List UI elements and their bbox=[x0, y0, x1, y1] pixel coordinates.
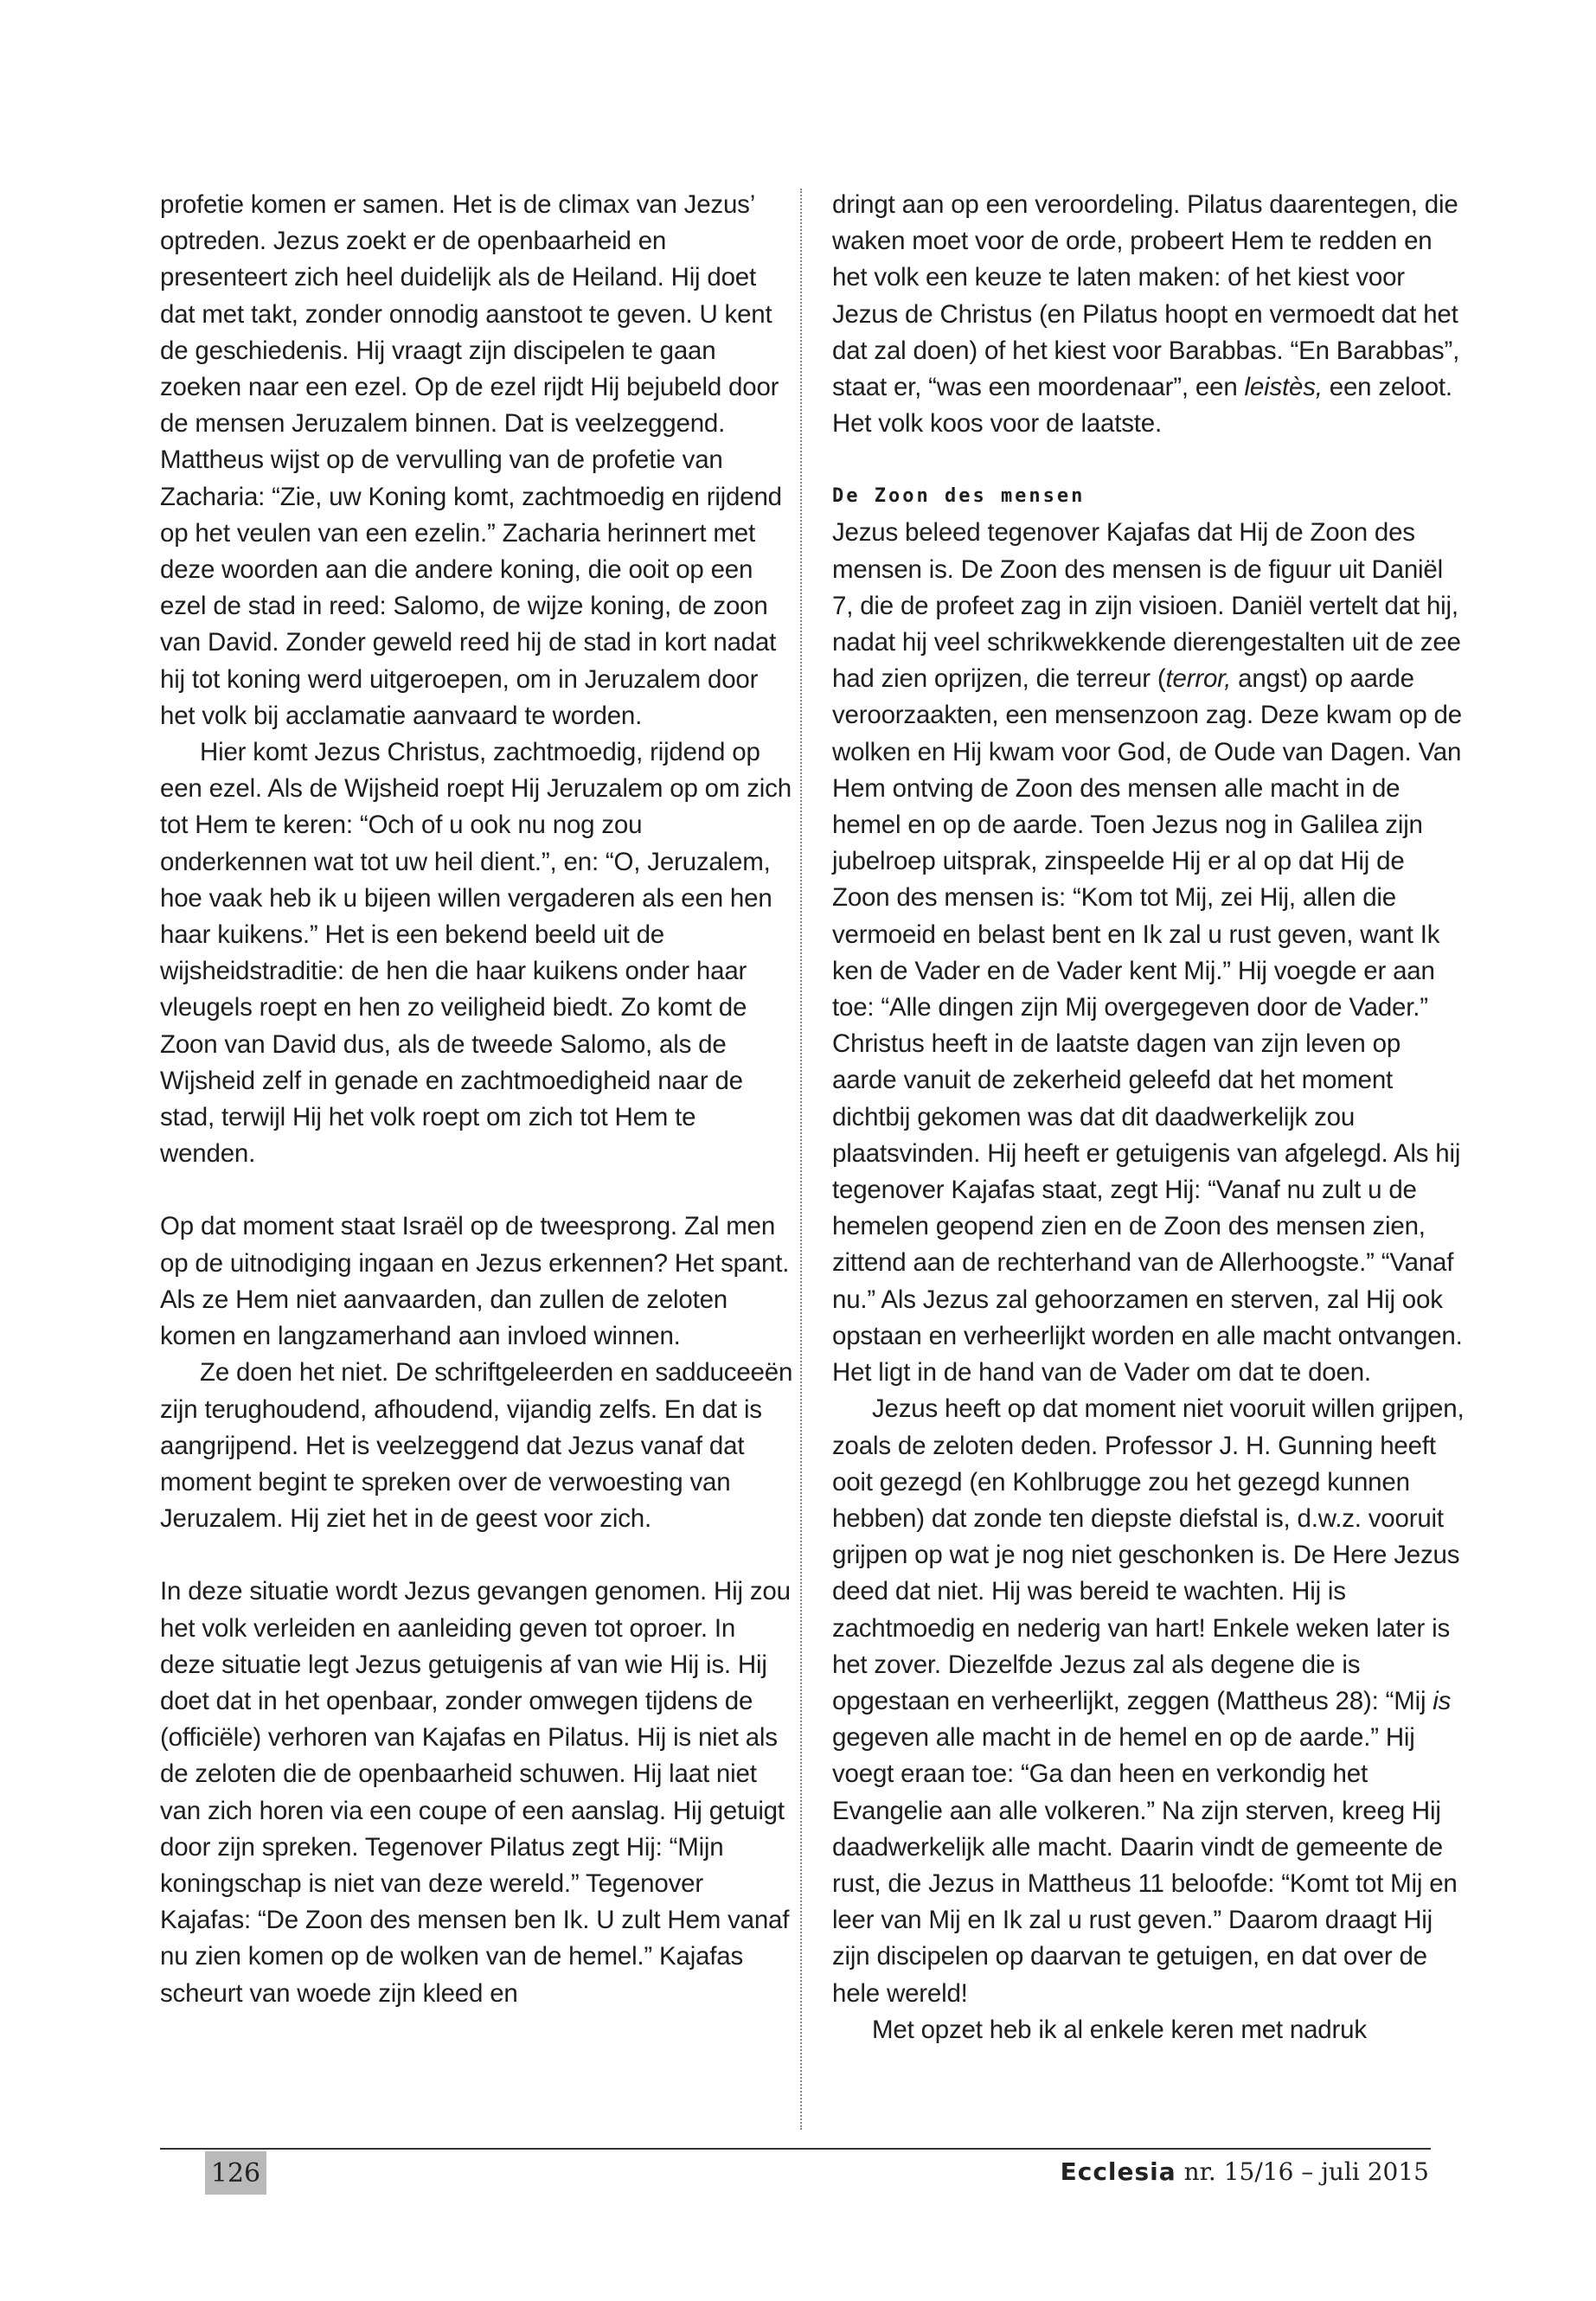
paragraph bbox=[832, 187, 1465, 442]
paragraph bbox=[832, 515, 1465, 1391]
column-divider bbox=[800, 189, 802, 2130]
paragraph: profetie komen er samen. Het is de climax van Jezus’ optreden. Jezus zoekt er de openbaarheid en presenteert zich heel duidelijk als de Heiland. Hij doet dat met takt, zonder onnodig aanstoot te geven. U kent de geschiedenis. Hij vraagt zijn discipelen te gaan zoeken naar een ezel. Op de ezel rijdt Hij bejubeld door de mensen Jeruzalem binnen. Dat is veelzeggend. Mattheus wijst op de vervulling van de profetie van Zacharia: “Zie, uw Koning komt, zachtmoedig en rijdend op het veulen van een ezelin.” Zacharia herinnert met deze woorden aan die andere koning, die ooit op een ezel de stad in reed: Salomo, de wijze koning, de zoon van David. Zonder geweld reed hij de stad in kort nadat hij tot koning werd uitgeroepen, om in Jeruzalem door het volk bij acclamatie aanvaard te worden. bbox=[160, 190, 782, 730]
italic-term: leistès, bbox=[1244, 373, 1323, 402]
publication-name: Ecclesia bbox=[1060, 2157, 1176, 2186]
left-column bbox=[160, 187, 793, 2012]
text-run: een zeloot. Het volk koos voor de laatste. bbox=[832, 373, 1452, 439]
paragraph: Op dat moment staat Israël op de tweesprong. Zal men op de uitnodiging ingaan en Jezus erkennen? Het spant. Als ze Hem niet aanvaarden, dan zullen de zeloten komen en langzamerhand aan invloed winnen. bbox=[160, 1212, 790, 1351]
footer-rule bbox=[160, 2148, 1431, 2150]
publication-info bbox=[1061, 2157, 1429, 2186]
text-run: Jezus beleed tegenover Kajafas dat Hij de Zoon des mensen is. De Zoon des mensen is de figuur uit Daniël 7, die de profeet zag in zijn visioen. Daniël vertelt dat hij, nadat hij veel schrikwekkende dierengestalten uit de zee had zien oprijzen, die terreur ( bbox=[832, 518, 1461, 694]
paragraph: In deze situatie wordt Jezus gevangen genomen. Hij zou het volk verleiden en aanleiding geven tot oproer. In deze situatie legt Jezus getuigenis af van wie Hij is. Hij doet dat in het openbaar, zonder omwegen tijdens de (officiële) verhoren van Kajafas en Pilatus. Hij is niet als de zeloten die de openbaarheid schuwen. Hij laat niet van zich horen via een coupe of een aanslag. Hij getuigt door zijn spreken. Tegenover Pilatus zegt Hij: “Mijn koningschap is niet van deze wereld.” Tegenover Kajafas: “De Zoon des mensen ben Ik. U zult Hem vanaf nu zien komen op de wolken van de hemel.” Kajafas scheurt van woede zijn kleed en bbox=[160, 1577, 791, 2008]
text-run: Jezus heeft op dat moment niet vooruit willen grijpen, zoals de zeloten deden. Professor J. H. Gunning heeft ooit gezegd (en Kohlbrugge zou het gezegd kunnen hebben) dat zonde ten diepste diefstal is, d.w.z. vooruit grijpen op wat je nog niet geschonken is. De Here Jezus deed dat niet. Hij was bereid te wachten. Hij is zachtmoedig en nederig van hart! Enkele weken later is het zover. Diezelfde Jezus zal als degene die is opgestaan en verheerlijkt, zeggen (Mattheus 28): “Mij bbox=[832, 1394, 1465, 1715]
right-column bbox=[832, 187, 1465, 2048]
issue-info: nr. 15/16 – juli 2015 bbox=[1176, 2157, 1429, 2186]
section-heading: De Zoon des mensen bbox=[832, 485, 1086, 508]
paragraph: Met opzet heb ik al enkele keren met nadruk bbox=[872, 2015, 1367, 2044]
paragraph: Ze doen het niet. De schriftgeleerden en sadduceeën zijn terughoudend, afhoudend, vijandig zelfs. En dat is aangrijpend. Het is veelzeggend dat Jezus vanaf dat moment begint te spreken over de verwoesting van Jeruzalem. Hij ziet het in de geest voor zich. bbox=[160, 1358, 793, 1534]
paragraph: Hier komt Jezus Christus, zachtmoedig, rijdend op een ezel. Als de Wijsheid roept Hij Jeruzalem op om zich tot Hem te keren: “Och of u ook nu nog zou onderkennen wat tot uw heil dient.”, en: “O, Jeruzalem, hoe vaak heb ik u bijeen willen vergaderen als een hen haar kuikens.” Het is een bekend beeld uit de wijsheidstraditie: de hen die haar kuikens onder haar vleugels roept en hen zo veiligheid biedt. Zo komt de Zoon van David dus, als de tweede Salomo, als de Wijsheid zelf in genade en zachtmoedigheid naar de stad, terwijl Hij het volk roept om zich tot Hem te wenden. bbox=[160, 738, 792, 1169]
text-run: dringt aan op een veroordeling. Pilatus daarentegen, die waken moet voor de orde, probeert Hem te redden en het volk een keuze te laten maken: of het kiest voor Jezus de Christus (en Pilatus hoopt en vermoedt dat het dat zal doen) of het kiest voor Barabbas. “En Barabbas”, staat er, “was een moordenaar”, een bbox=[832, 190, 1460, 402]
text-run: angst) op aarde veroorzaakten, een mensenzoon zag. Deze kwam op de wolken en Hij kwam voor God, de Oude van Dagen. Van Hem ontving de Zoon des mensen alle macht in de hemel en op de aarde. Toen Jezus nog in Galilea zijn jubelroep uitsprak, zinspeelde Hij er al op dat Hij de Zoon des mensen is: “Kom tot Mij, zei Hij, allen die vermoeid en belast bent en Ik zal u rust geven, want Ik ken de Vader en de Vader kent Mij.” Hij voegde er aan toe: “Alle dingen zijn Mij overgegeven door de Vader.” Christus heeft in de laatste dagen van zijn leven op aarde vanuit de zekerheid geleefd dat het moment dichtbij gekomen was dat dit daadwerkelijk zou plaatsvinden. Hij heeft er getuigenis van afgelegd. Als hij tegenover Kajafas staat, zegt Hij: “Vanaf nu zult u de hemelen geopend zien en de Zoon des mensen zien, zittend aan de rechterhand van de Allerhoogste.” “Vanaf nu.” Als Jezus zal gehoorzamen en sterven, zal Hij ook opstaan en verheerlijkt worden en alle macht ontvangen. Het ligt in de hand van de Vader om dat te doen. bbox=[832, 664, 1463, 1388]
text-run: gegeven alle macht in de hemel en op de aarde.” Hij voegt eraan toe: “Ga dan heen en verkondig het Evangelie aan alle volkeren.” Na zijn sterven, kreeg Hij daadwerkelijk alle macht. Daarin vindt de gemeente de rust, die Jezus in Mattheus 11 beloofde: “Komt tot Mij en leer van Mij en Ik zal u rust geven.” Daarom draagt Hij zijn discipelen op daarvan te getuigen, en dat over de hele wereld! bbox=[832, 1723, 1458, 2008]
italic-term: is bbox=[1433, 1686, 1452, 1715]
page-number: 126 bbox=[205, 2151, 266, 2195]
italic-term: terror, bbox=[1165, 664, 1232, 694]
paragraph bbox=[832, 1391, 1465, 2011]
